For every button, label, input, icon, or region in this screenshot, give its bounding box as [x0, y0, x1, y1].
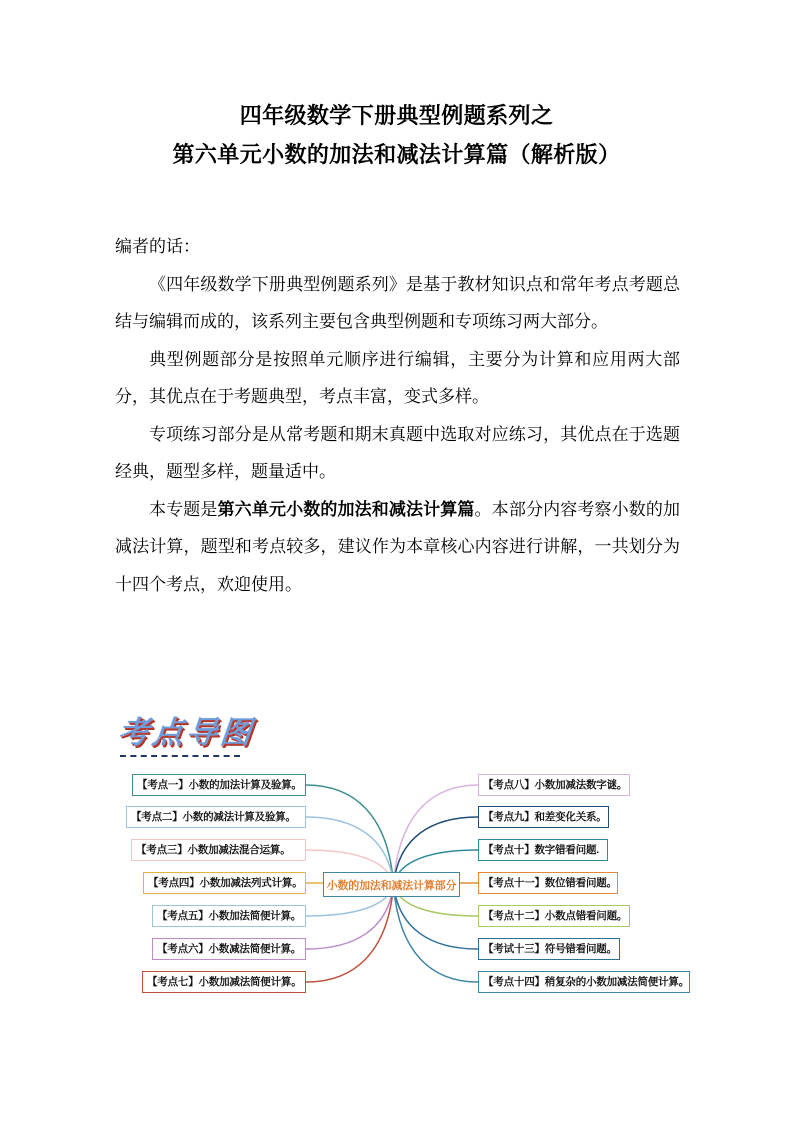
mindmap-node-right-7[interactable] — [478, 971, 690, 993]
mindmap-center-label: 小数的加法和减法计算部分 — [326, 879, 457, 892]
mindmap-node-label: 【考点五】小数加法简便计算。 — [157, 909, 302, 922]
mindmap-node-label: 【考点十四】稍复杂的小数加减法简便计算。 — [483, 975, 689, 988]
mindmap-node-left-1[interactable] — [132, 774, 306, 796]
mindmap-node-label: 【考试十三】符号错看问题。 — [483, 942, 617, 955]
section-heading-text: 考点导图 — [116, 715, 256, 750]
mindmap-node-label: 【考点三】小数加减法混合运算。 — [136, 843, 291, 856]
mindmap-connector — [394, 785, 479, 885]
mindmap-node-left-6[interactable] — [152, 938, 306, 960]
mindmap-node-right-1[interactable] — [478, 774, 630, 796]
mindmap-node-label: 【考点二】小数的减法计算及验算。 — [131, 810, 296, 823]
body-text — [115, 228, 680, 603]
mindmap-node-label: 【考点八】小数加减法数字谜。 — [483, 778, 628, 791]
mindmap-connector — [306, 785, 394, 885]
mindmap-node-left-4[interactable] — [143, 872, 306, 894]
final-bold-topic: 第六单元小数的加法和减法计算篇 — [217, 499, 475, 519]
mindmap-node-right-4[interactable] — [478, 872, 618, 894]
mindmap-node-left-2[interactable] — [126, 806, 306, 828]
final-suffix: 。本部分内容考察小数的加减法计算，题型和考点较多，建议作为本章核心内容进行讲解，一共划分为十四个考点，欢迎使用。 — [115, 499, 681, 594]
paragraph-4 — [115, 491, 680, 604]
paragraph-3: 专项练习部分是从常考题和期末真题中选取对应练习，其优点在于选题经典，题型多样，题量适中。 — [115, 424, 680, 481]
title-line-2: 第六单元小数的加法和减法计算篇（解析版） — [172, 142, 621, 167]
mindmap-node-label: 【考点六】小数减法简便计算。 — [157, 942, 302, 955]
mindmap-node-left-5[interactable] — [152, 905, 306, 927]
mindmap-node-label: 【考点四】小数加减法列式计算。 — [148, 876, 303, 889]
final-prefix: 本专题是 — [149, 499, 218, 519]
mindmap-node-label: 【考点十二】小数点错看问题。 — [483, 909, 628, 922]
paragraph-2: 典型例题部分是按照单元顺序进行编辑，主要分为计算和应用两大部分，其优点在于考题典型，考点丰富，变式多样。 — [115, 349, 680, 406]
mindmap-diagram — [0, 765, 793, 1015]
mindmap-node-left-3[interactable] — [131, 839, 306, 861]
mindmap-connector — [394, 885, 479, 983]
mindmap-connector — [306, 885, 394, 983]
section-heading-underline — [120, 755, 240, 757]
title-line-1: 四年级数学下册典型例题系列之 — [239, 103, 554, 128]
mindmap-node-label: 【考点十】数字错看问题. — [483, 843, 600, 856]
mindmap-center-node[interactable] — [323, 872, 460, 897]
mindmap-node-label: 【考点一】小数的加法计算及验算。 — [137, 778, 302, 791]
paragraph-1: 《四年级数学下册典型例题系列》是基于教材知识点和常年考点考题总结与编辑而成的，该系列主要包含典型例题和专项练习两大部分。 — [115, 274, 680, 331]
section-heading — [118, 714, 318, 760]
editor-note-label: 编者的话： — [115, 237, 200, 256]
mindmap-node-right-3[interactable] — [478, 839, 608, 861]
mindmap-node-left-7[interactable] — [142, 971, 306, 993]
page-title — [0, 96, 793, 174]
mindmap-node-label: 【考点七】小数加减法简便计算。 — [147, 975, 302, 988]
mindmap-node-label: 【考点九】和差变化关系。 — [483, 810, 607, 823]
mindmap-node-right-2[interactable] — [478, 806, 609, 828]
mindmap-node-right-6[interactable] — [478, 938, 620, 960]
mindmap-node-label: 【考点十一】数位错看问题。 — [483, 876, 617, 889]
mindmap-node-right-5[interactable] — [478, 905, 630, 927]
